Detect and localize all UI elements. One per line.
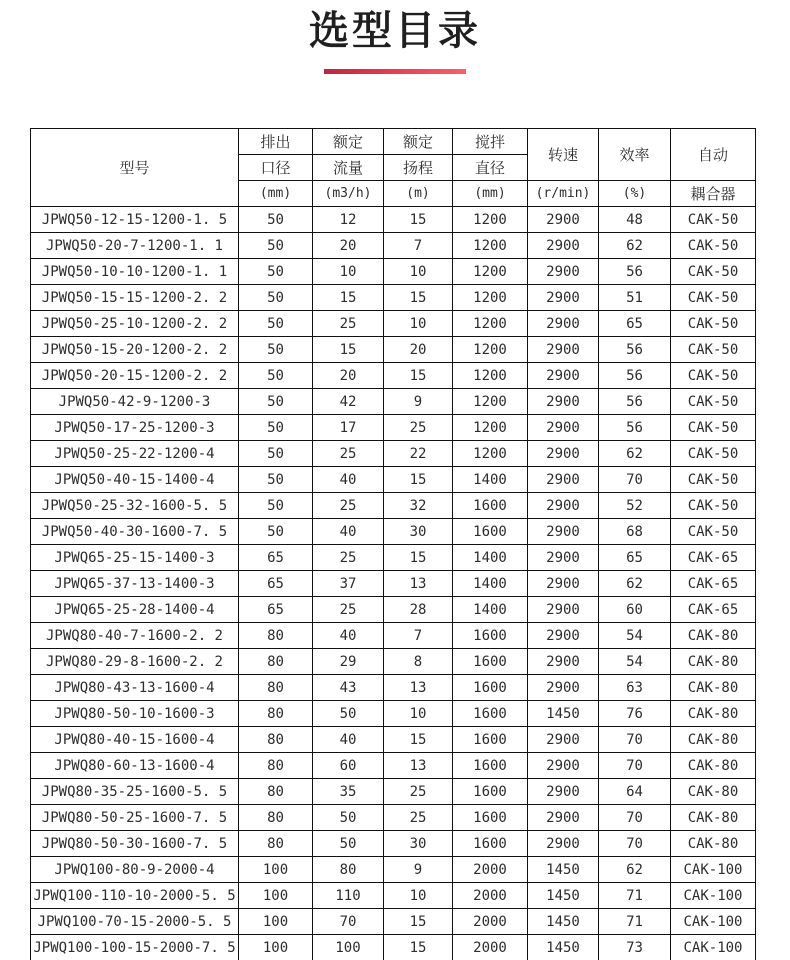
cell-model: JPWQ50-25-10-1200-2. 2 <box>31 311 239 337</box>
cell-outlet-diameter: 50 <box>239 415 313 441</box>
cell-outlet-diameter: 65 <box>239 545 313 571</box>
cell-rated-flow: 10 <box>313 259 384 285</box>
header-outlet-line2: 口径 <box>239 155 313 181</box>
cell-model: JPWQ80-43-13-1600-4 <box>31 675 239 701</box>
cell-speed: 1450 <box>528 883 599 909</box>
header-head-line2: 扬程 <box>384 155 453 181</box>
header-flow-line2: 流量 <box>313 155 384 181</box>
table-row <box>31 909 756 935</box>
cell-model: JPWQ50-20-15-1200-2. 2 <box>31 363 239 389</box>
cell-mixing-diameter: 1600 <box>453 753 528 779</box>
cell-rated-flow: 110 <box>313 883 384 909</box>
cell-outlet-diameter: 80 <box>239 779 313 805</box>
cell-coupling: CAK-100 <box>671 883 756 909</box>
cell-model: JPWQ50-12-15-1200-1. 5 <box>31 207 239 233</box>
cell-model: JPWQ100-80-9-2000-4 <box>31 857 239 883</box>
cell-rated-head: 25 <box>384 805 453 831</box>
cell-speed: 2900 <box>528 285 599 311</box>
cell-rated-head: 15 <box>384 935 453 960</box>
header-mixing-line1: 搅拌 <box>453 129 528 155</box>
cell-model: JPWQ50-10-10-1200-1. 1 <box>31 259 239 285</box>
cell-coupling: CAK-65 <box>671 571 756 597</box>
cell-model: JPWQ50-40-15-1400-4 <box>31 467 239 493</box>
cell-outlet-diameter: 50 <box>239 389 313 415</box>
cell-rated-head: 10 <box>384 311 453 337</box>
cell-speed: 2900 <box>528 727 599 753</box>
cell-outlet-diameter: 80 <box>239 831 313 857</box>
cell-mixing-diameter: 1600 <box>453 675 528 701</box>
cell-rated-head: 10 <box>384 701 453 727</box>
table-body <box>31 207 756 960</box>
cell-speed: 2900 <box>528 545 599 571</box>
table-row <box>31 389 756 415</box>
cell-coupling: CAK-50 <box>671 285 756 311</box>
header-coupling: 自动 <box>671 129 756 181</box>
cell-rated-head: 10 <box>384 259 453 285</box>
table-row <box>31 233 756 259</box>
cell-speed: 2900 <box>528 753 599 779</box>
table-row <box>31 727 756 753</box>
cell-model: JPWQ50-17-25-1200-3 <box>31 415 239 441</box>
cell-outlet-diameter: 100 <box>239 909 313 935</box>
cell-mixing-diameter: 1200 <box>453 311 528 337</box>
cell-outlet-diameter: 80 <box>239 753 313 779</box>
cell-efficiency: 62 <box>599 441 671 467</box>
cell-outlet-diameter: 80 <box>239 623 313 649</box>
cell-mixing-diameter: 1600 <box>453 649 528 675</box>
header-flow-line1: 额定 <box>313 129 384 155</box>
header-flow-unit: (m3/h) <box>313 181 384 207</box>
cell-outlet-diameter: 50 <box>239 285 313 311</box>
cell-outlet-diameter: 100 <box>239 883 313 909</box>
cell-outlet-diameter: 50 <box>239 337 313 363</box>
table-row <box>31 285 756 311</box>
cell-coupling: CAK-50 <box>671 233 756 259</box>
cell-coupling: CAK-100 <box>671 909 756 935</box>
cell-mixing-diameter: 1400 <box>453 467 528 493</box>
cell-rated-flow: 25 <box>313 493 384 519</box>
cell-rated-head: 22 <box>384 441 453 467</box>
cell-rated-flow: 29 <box>313 649 384 675</box>
cell-model: JPWQ50-15-15-1200-2. 2 <box>31 285 239 311</box>
cell-speed: 2900 <box>528 779 599 805</box>
header-mixing-unit: (mm) <box>453 181 528 207</box>
cell-coupling: CAK-80 <box>671 675 756 701</box>
cell-rated-head: 15 <box>384 467 453 493</box>
cell-rated-flow: 80 <box>313 857 384 883</box>
cell-efficiency: 54 <box>599 623 671 649</box>
cell-efficiency: 62 <box>599 857 671 883</box>
table-row <box>31 623 756 649</box>
cell-efficiency: 56 <box>599 389 671 415</box>
table-row <box>31 597 756 623</box>
table-row <box>31 571 756 597</box>
cell-rated-flow: 17 <box>313 415 384 441</box>
cell-rated-head: 9 <box>384 389 453 415</box>
table-row <box>31 207 756 233</box>
cell-coupling: CAK-50 <box>671 441 756 467</box>
cell-rated-flow: 37 <box>313 571 384 597</box>
cell-speed: 2900 <box>528 259 599 285</box>
cell-coupling: CAK-50 <box>671 259 756 285</box>
cell-rated-flow: 50 <box>313 701 384 727</box>
cell-model: JPWQ50-25-22-1200-4 <box>31 441 239 467</box>
cell-mixing-diameter: 1600 <box>453 493 528 519</box>
cell-rated-head: 30 <box>384 831 453 857</box>
cell-speed: 1450 <box>528 857 599 883</box>
header-mixing-line2: 直径 <box>453 155 528 181</box>
cell-coupling: CAK-50 <box>671 207 756 233</box>
cell-rated-flow: 100 <box>313 935 384 960</box>
cell-efficiency: 71 <box>599 909 671 935</box>
cell-efficiency: 70 <box>599 467 671 493</box>
cell-rated-flow: 50 <box>313 831 384 857</box>
header-row-1 <box>31 129 756 155</box>
cell-coupling: CAK-50 <box>671 363 756 389</box>
cell-outlet-diameter: 80 <box>239 649 313 675</box>
cell-efficiency: 64 <box>599 779 671 805</box>
cell-efficiency: 68 <box>599 519 671 545</box>
cell-model: JPWQ80-60-13-1600-4 <box>31 753 239 779</box>
cell-coupling: CAK-50 <box>671 337 756 363</box>
table-row <box>31 675 756 701</box>
cell-rated-flow: 25 <box>313 545 384 571</box>
cell-rated-head: 7 <box>384 233 453 259</box>
cell-efficiency: 65 <box>599 311 671 337</box>
cell-mixing-diameter: 2000 <box>453 857 528 883</box>
cell-model: JPWQ50-42-9-1200-3 <box>31 389 239 415</box>
cell-outlet-diameter: 50 <box>239 207 313 233</box>
header-outlet-line1: 排出 <box>239 129 313 155</box>
cell-mixing-diameter: 1600 <box>453 519 528 545</box>
cell-coupling: CAK-80 <box>671 805 756 831</box>
cell-efficiency: 56 <box>599 259 671 285</box>
cell-coupling: CAK-80 <box>671 779 756 805</box>
cell-efficiency: 60 <box>599 597 671 623</box>
cell-mixing-diameter: 1200 <box>453 389 528 415</box>
cell-rated-head: 20 <box>384 337 453 363</box>
cell-mixing-diameter: 1200 <box>453 259 528 285</box>
cell-rated-head: 30 <box>384 519 453 545</box>
cell-rated-head: 28 <box>384 597 453 623</box>
cell-coupling: CAK-50 <box>671 311 756 337</box>
cell-outlet-diameter: 100 <box>239 935 313 960</box>
cell-efficiency: 56 <box>599 337 671 363</box>
cell-speed: 2900 <box>528 649 599 675</box>
table-row <box>31 857 756 883</box>
table-row <box>31 649 756 675</box>
cell-rated-head: 15 <box>384 207 453 233</box>
cell-efficiency: 65 <box>599 545 671 571</box>
cell-rated-flow: 20 <box>313 233 384 259</box>
cell-mixing-diameter: 2000 <box>453 935 528 960</box>
cell-model: JPWQ65-25-28-1400-4 <box>31 597 239 623</box>
cell-rated-flow: 50 <box>313 805 384 831</box>
cell-speed: 2900 <box>528 389 599 415</box>
cell-speed: 1450 <box>528 935 599 960</box>
cell-speed: 2900 <box>528 441 599 467</box>
cell-model: JPWQ100-70-15-2000-5. 5 <box>31 909 239 935</box>
cell-coupling: CAK-80 <box>671 727 756 753</box>
cell-mixing-diameter: 1400 <box>453 545 528 571</box>
cell-model: JPWQ50-40-30-1600-7. 5 <box>31 519 239 545</box>
cell-coupling: CAK-50 <box>671 519 756 545</box>
cell-model: JPWQ100-110-10-2000-5. 5 <box>31 883 239 909</box>
cell-mixing-diameter: 1600 <box>453 727 528 753</box>
cell-outlet-diameter: 50 <box>239 467 313 493</box>
table-row <box>31 337 756 363</box>
cell-rated-flow: 60 <box>313 753 384 779</box>
cell-speed: 2900 <box>528 571 599 597</box>
table-row <box>31 493 756 519</box>
cell-efficiency: 71 <box>599 883 671 909</box>
cell-outlet-diameter: 80 <box>239 675 313 701</box>
cell-efficiency: 62 <box>599 571 671 597</box>
cell-speed: 2900 <box>528 311 599 337</box>
cell-rated-flow: 25 <box>313 597 384 623</box>
cell-speed: 2900 <box>528 337 599 363</box>
cell-rated-flow: 12 <box>313 207 384 233</box>
cell-outlet-diameter: 50 <box>239 441 313 467</box>
cell-model: JPWQ65-37-13-1400-3 <box>31 571 239 597</box>
cell-speed: 2900 <box>528 597 599 623</box>
cell-outlet-diameter: 80 <box>239 805 313 831</box>
table-row <box>31 883 756 909</box>
cell-model: JPWQ50-15-20-1200-2. 2 <box>31 337 239 363</box>
cell-mixing-diameter: 1200 <box>453 207 528 233</box>
cell-rated-head: 25 <box>384 415 453 441</box>
header-speed: 转速 <box>528 129 599 181</box>
table-header <box>31 129 756 207</box>
cell-coupling: CAK-50 <box>671 493 756 519</box>
cell-coupling: CAK-80 <box>671 831 756 857</box>
cell-rated-head: 9 <box>384 857 453 883</box>
cell-coupling: CAK-50 <box>671 467 756 493</box>
cell-rated-head: 13 <box>384 675 453 701</box>
cell-coupling: CAK-80 <box>671 623 756 649</box>
cell-model: JPWQ80-50-30-1600-7. 5 <box>31 831 239 857</box>
cell-mixing-diameter: 1400 <box>453 597 528 623</box>
cell-speed: 2900 <box>528 493 599 519</box>
cell-model: JPWQ80-50-25-1600-7. 5 <box>31 805 239 831</box>
cell-model: JPWQ50-25-32-1600-5. 5 <box>31 493 239 519</box>
cell-rated-head: 25 <box>384 779 453 805</box>
cell-efficiency: 56 <box>599 415 671 441</box>
cell-speed: 2900 <box>528 675 599 701</box>
cell-outlet-diameter: 65 <box>239 597 313 623</box>
table-row <box>31 363 756 389</box>
title-underline-accent <box>324 69 466 74</box>
cell-rated-flow: 20 <box>313 363 384 389</box>
cell-rated-flow: 15 <box>313 285 384 311</box>
cell-rated-head: 10 <box>384 883 453 909</box>
cell-rated-flow: 40 <box>313 519 384 545</box>
cell-rated-head: 15 <box>384 727 453 753</box>
header-model: 型号 <box>31 129 239 207</box>
cell-speed: 1450 <box>528 909 599 935</box>
cell-rated-flow: 43 <box>313 675 384 701</box>
table-row <box>31 545 756 571</box>
header-head-line1: 额定 <box>384 129 453 155</box>
cell-rated-flow: 35 <box>313 779 384 805</box>
header-efficiency-unit: (%) <box>599 181 671 207</box>
cell-rated-flow: 25 <box>313 441 384 467</box>
cell-efficiency: 73 <box>599 935 671 960</box>
cell-mixing-diameter: 1600 <box>453 805 528 831</box>
cell-outlet-diameter: 80 <box>239 727 313 753</box>
table-row <box>31 259 756 285</box>
cell-mixing-diameter: 1600 <box>453 623 528 649</box>
cell-coupling: CAK-65 <box>671 597 756 623</box>
cell-rated-head: 8 <box>384 649 453 675</box>
table-row <box>31 701 756 727</box>
cell-efficiency: 70 <box>599 831 671 857</box>
cell-model: JPWQ80-29-8-1600-2. 2 <box>31 649 239 675</box>
cell-rated-head: 15 <box>384 545 453 571</box>
cell-speed: 2900 <box>528 467 599 493</box>
table-row <box>31 467 756 493</box>
cell-mixing-diameter: 1200 <box>453 415 528 441</box>
cell-speed: 2900 <box>528 363 599 389</box>
cell-outlet-diameter: 50 <box>239 259 313 285</box>
cell-coupling: CAK-50 <box>671 415 756 441</box>
cell-efficiency: 70 <box>599 805 671 831</box>
table-row <box>31 753 756 779</box>
cell-outlet-diameter: 100 <box>239 857 313 883</box>
cell-model: JPWQ80-50-10-1600-3 <box>31 701 239 727</box>
cell-efficiency: 70 <box>599 727 671 753</box>
cell-efficiency: 48 <box>599 207 671 233</box>
cell-rated-head: 13 <box>384 571 453 597</box>
cell-outlet-diameter: 50 <box>239 311 313 337</box>
cell-model: JPWQ80-40-15-1600-4 <box>31 727 239 753</box>
cell-speed: 1450 <box>528 701 599 727</box>
cell-speed: 2900 <box>528 233 599 259</box>
cell-mixing-diameter: 1200 <box>453 441 528 467</box>
cell-outlet-diameter: 65 <box>239 571 313 597</box>
cell-coupling: CAK-80 <box>671 753 756 779</box>
cell-speed: 2900 <box>528 519 599 545</box>
cell-rated-flow: 70 <box>313 909 384 935</box>
cell-speed: 2900 <box>528 415 599 441</box>
table-row <box>31 935 756 960</box>
cell-coupling: CAK-80 <box>671 701 756 727</box>
cell-efficiency: 52 <box>599 493 671 519</box>
cell-outlet-diameter: 80 <box>239 701 313 727</box>
cell-mixing-diameter: 1400 <box>453 571 528 597</box>
cell-rated-flow: 40 <box>313 623 384 649</box>
cell-rated-head: 15 <box>384 363 453 389</box>
cell-rated-head: 13 <box>384 753 453 779</box>
cell-model: JPWQ80-35-25-1600-5. 5 <box>31 779 239 805</box>
cell-model: JPWQ80-40-7-1600-2. 2 <box>31 623 239 649</box>
cell-mixing-diameter: 1600 <box>453 701 528 727</box>
cell-speed: 2900 <box>528 623 599 649</box>
cell-coupling: CAK-100 <box>671 935 756 960</box>
cell-efficiency: 51 <box>599 285 671 311</box>
cell-efficiency: 62 <box>599 233 671 259</box>
cell-mixing-diameter: 1200 <box>453 233 528 259</box>
cell-rated-head: 15 <box>384 909 453 935</box>
cell-outlet-diameter: 50 <box>239 363 313 389</box>
cell-rated-head: 32 <box>384 493 453 519</box>
cell-model: JPWQ65-25-15-1400-3 <box>31 545 239 571</box>
cell-mixing-diameter: 1200 <box>453 337 528 363</box>
cell-coupling: CAK-50 <box>671 389 756 415</box>
cell-speed: 2900 <box>528 207 599 233</box>
header-efficiency: 效率 <box>599 129 671 181</box>
table-row <box>31 415 756 441</box>
cell-efficiency: 76 <box>599 701 671 727</box>
table-row <box>31 779 756 805</box>
cell-mixing-diameter: 1200 <box>453 363 528 389</box>
selection-catalog-table <box>30 128 756 960</box>
cell-mixing-diameter: 2000 <box>453 909 528 935</box>
cell-rated-flow: 25 <box>313 311 384 337</box>
cell-coupling: CAK-65 <box>671 545 756 571</box>
cell-outlet-diameter: 50 <box>239 493 313 519</box>
cell-model: JPWQ100-100-15-2000-7. 5 <box>31 935 239 960</box>
header-outlet-unit: (mm) <box>239 181 313 207</box>
cell-mixing-diameter: 1200 <box>453 285 528 311</box>
cell-outlet-diameter: 50 <box>239 233 313 259</box>
cell-mixing-diameter: 1600 <box>453 831 528 857</box>
cell-rated-flow: 42 <box>313 389 384 415</box>
cell-efficiency: 70 <box>599 753 671 779</box>
header-head-unit: (m) <box>384 181 453 207</box>
cell-coupling: CAK-100 <box>671 857 756 883</box>
cell-coupling: CAK-80 <box>671 649 756 675</box>
header-speed-unit: (r/min) <box>528 181 599 207</box>
cell-mixing-diameter: 2000 <box>453 883 528 909</box>
header-coupling-unit: 耦合器 <box>671 181 756 207</box>
cell-efficiency: 56 <box>599 363 671 389</box>
table-row <box>31 311 756 337</box>
table-row <box>31 519 756 545</box>
cell-rated-flow: 40 <box>313 467 384 493</box>
cell-model: JPWQ50-20-7-1200-1. 1 <box>31 233 239 259</box>
cell-speed: 2900 <box>528 831 599 857</box>
cell-rated-head: 7 <box>384 623 453 649</box>
cell-mixing-diameter: 1600 <box>453 779 528 805</box>
cell-speed: 2900 <box>528 805 599 831</box>
cell-rated-head: 15 <box>384 285 453 311</box>
cell-outlet-diameter: 50 <box>239 519 313 545</box>
cell-rated-flow: 15 <box>313 337 384 363</box>
table-row <box>31 805 756 831</box>
cell-efficiency: 54 <box>599 649 671 675</box>
table-row <box>31 831 756 857</box>
page-title: 选型目录 <box>309 8 481 54</box>
cell-efficiency: 63 <box>599 675 671 701</box>
table-row <box>31 441 756 467</box>
cell-rated-flow: 40 <box>313 727 384 753</box>
